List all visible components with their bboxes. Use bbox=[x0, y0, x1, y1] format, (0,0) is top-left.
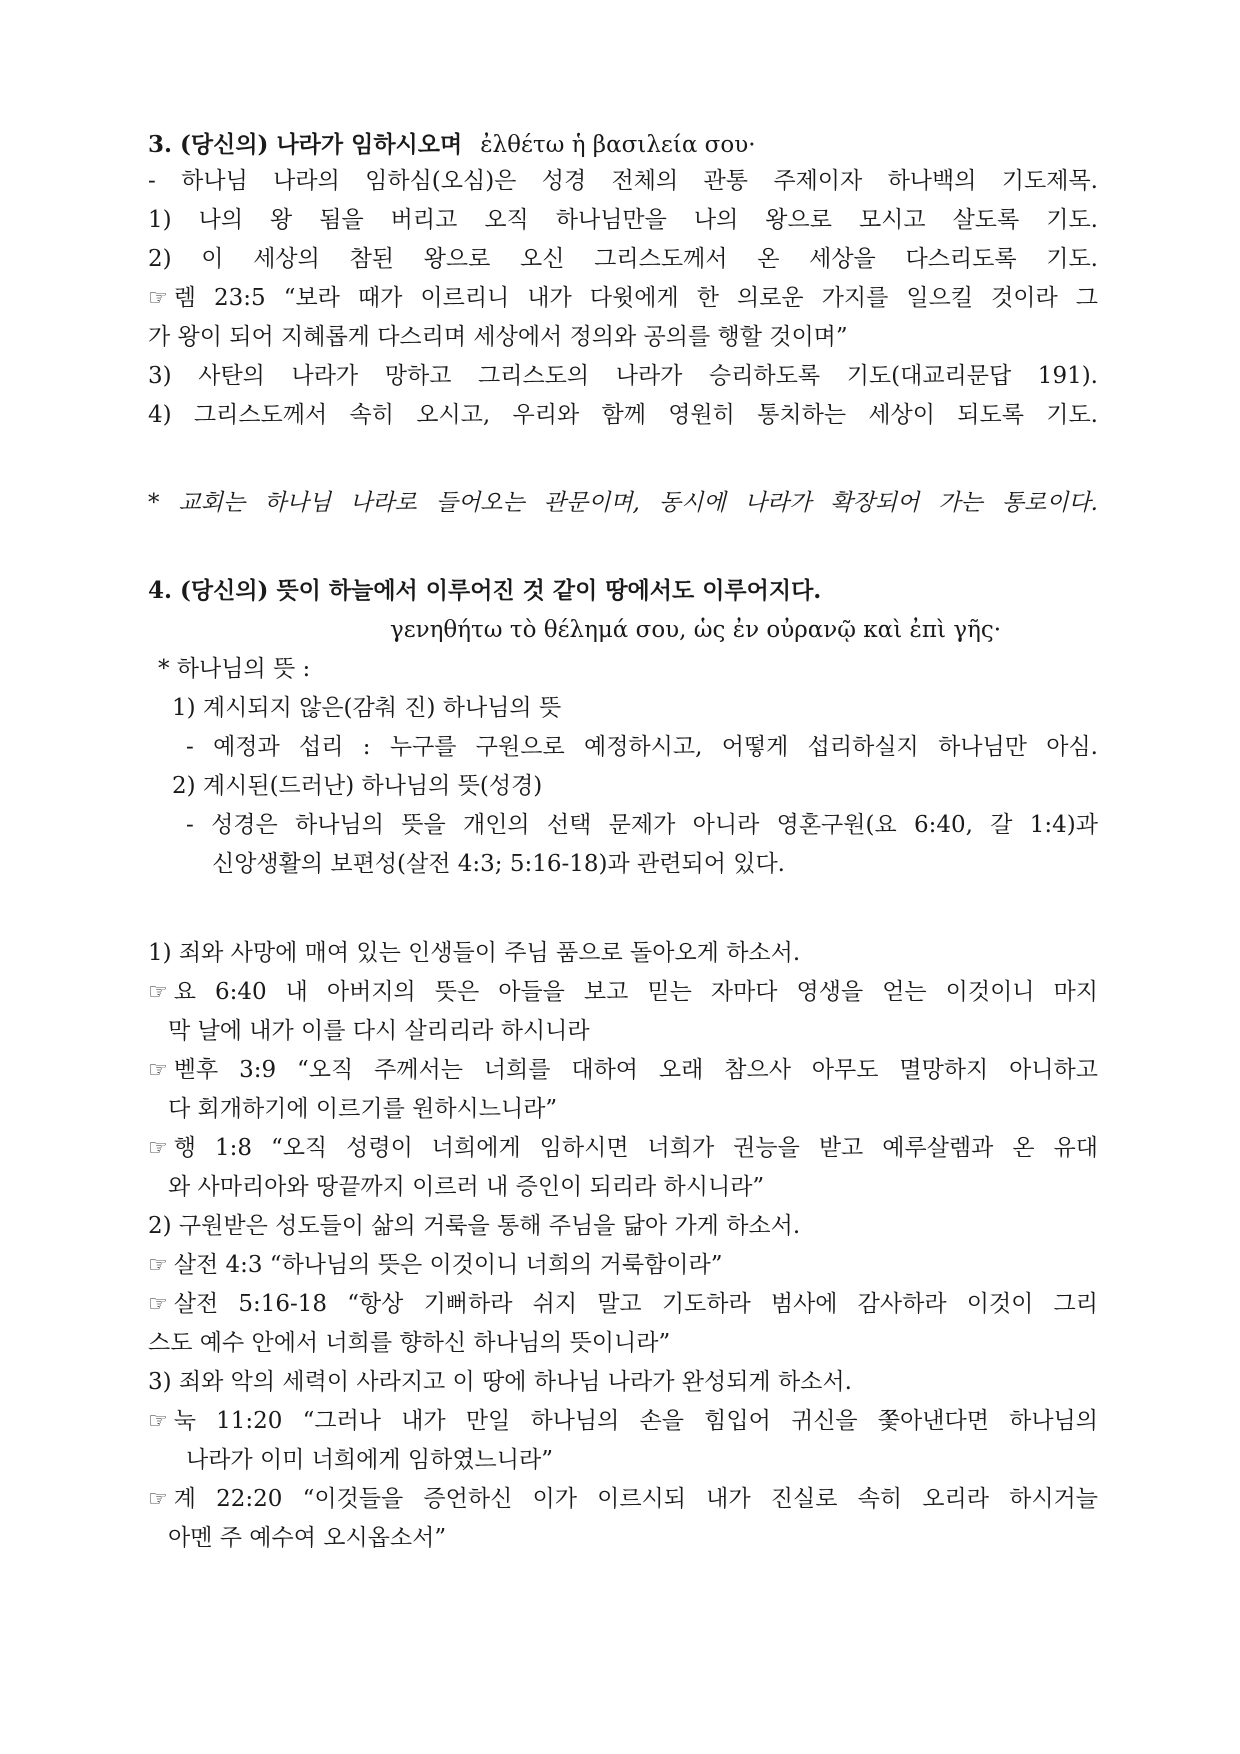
section-3-heading bbox=[148, 128, 1098, 162]
prayer-line: 2) 구원받은 성도들이 삶의 거룩을 통해 주님을 닮아 가게 하소서. bbox=[148, 1213, 801, 1239]
will-item: 신앙생활의 보편성(살전 4:3; 5:16-18)과 관련되어 있다. bbox=[212, 851, 785, 877]
prayer-line: 스도 예수 안에서 너희를 향하신 하나님의 뜻이니라” bbox=[148, 1330, 671, 1356]
section-3-quote: ☞ 렘 23:5 “보라 때가 이르리니 내가 다윗에게 한 의로운 가지를 일으킬 것이라 그 bbox=[148, 285, 1098, 311]
prayer-quote: ☞ 살전 5:16-18 “항상 기뻐하라 쉬지 말고 기도하라 범사에 감사하라 이것이 그리 bbox=[148, 1291, 1098, 1317]
prayer-quote: ☞ 요 6:40 내 아버지의 뜻은 아들을 보고 믿는 자마다 영생을 얻는 이것이니 마지 bbox=[148, 979, 1098, 1005]
section-3-line: 가 왕이 되어 지혜롭게 다스리며 세상에서 정의와 공의를 행할 것이며” bbox=[148, 324, 848, 350]
prayer-line: 나라가 이미 너희에게 임하였느니라” bbox=[186, 1447, 553, 1473]
pointing-hand-icon: ☞ bbox=[148, 1292, 168, 1317]
prayer-line: 1) 죄와 사망에 매여 있는 인생들이 주님 품으로 돌아오게 하소서. bbox=[148, 940, 801, 966]
section-3-line: 2) 이 세상의 참된 왕으로 오신 그리스도께서 온 세상을 다스리도록 기도. bbox=[148, 246, 1098, 272]
will-label: * 하나님의 뜻 : bbox=[158, 656, 311, 682]
pointing-hand-icon: ☞ bbox=[148, 1136, 168, 1161]
pointing-hand-icon: ☞ bbox=[148, 286, 168, 311]
section-3-line: 1) 나의 왕 됨을 버리고 오직 하나님만을 나의 왕으로 모시고 살도록 기도. bbox=[148, 207, 1098, 233]
section-3-line: 4) 그리스도께서 속히 오시고, 우리와 함께 영원히 통치하는 세상이 되도록 기도. bbox=[148, 402, 1098, 428]
prayer-quote: ☞ 계 22:20 “이것들을 증언하신 이가 이르시되 내가 진실로 속히 오리라 하시거늘 bbox=[148, 1486, 1098, 1512]
pointing-hand-icon: ☞ bbox=[148, 1253, 168, 1278]
section-3-line: - 하나님 나라의 임하심(오심)은 성경 전체의 관통 주제이자 하나백의 기도제목. bbox=[148, 168, 1098, 194]
prayer-line: 3) 죄와 악의 세력이 사라지고 이 땅에 하나님 나라가 완성되게 하소서. bbox=[148, 1369, 852, 1395]
section-4-greek: γενηθήτω τὸ θέλημά σου, ὡς ἐν οὐρανῷ καὶ ἐπὶ γῆς· bbox=[390, 617, 1002, 643]
prayer-quote: ☞ 벧후 3:9 “오직 주께서는 너희를 대하여 오래 참으사 아무도 멸망하지 아니하고 bbox=[148, 1057, 1098, 1083]
section-3-note: * 교회는 하나님 나라로 들어오는 관문이며, 동시에 나라가 확장되어 가는 통로이다. bbox=[148, 490, 1098, 516]
section-3-greek: ἐλθέτω ἡ βασιλεία σου· bbox=[480, 132, 756, 158]
pointing-hand-icon: ☞ bbox=[148, 1487, 168, 1512]
section-3-line: 3) 사탄의 나라가 망하고 그리스도의 나라가 승리하도록 기도(대교리문답 191). bbox=[148, 363, 1098, 389]
prayer-quote: ☞ 눅 11:20 “그러나 내가 만일 하나님의 손을 힘입어 귀신을 쫓아낸다면 하나님의 bbox=[148, 1408, 1098, 1434]
prayer-line: 아멘 주 예수여 오시옵소서” bbox=[168, 1525, 447, 1551]
will-item: - 예정과 섭리 : 누구를 구원으로 예정하시고, 어떻게 섭리하실지 하나님만 아심. bbox=[186, 734, 1098, 760]
pointing-hand-icon: ☞ bbox=[148, 1409, 168, 1434]
prayer-quote: ☞ 행 1:8 “오직 성령이 너희에게 임하시면 너희가 권능을 받고 예루살렘과 온 유대 bbox=[148, 1135, 1098, 1161]
will-item: 1) 계시되지 않은(감춰 진) 하나님의 뜻 bbox=[172, 695, 562, 721]
prayer-line: 다 회개하기에 이르기를 원하시느니라” bbox=[168, 1096, 558, 1122]
prayer-line: 와 사마리아와 땅끝까지 이르러 내 증인이 되리라 하시니라” bbox=[168, 1174, 765, 1200]
will-item: 2) 계시된(드러난) 하나님의 뜻(성경) bbox=[172, 773, 543, 799]
pointing-hand-icon: ☞ bbox=[148, 1058, 168, 1083]
prayer-quote: ☞ 살전 4:3 “하나님의 뜻은 이것이니 너희의 거룩함이라” bbox=[148, 1252, 723, 1278]
prayer-line: 막 날에 내가 이를 다시 살리리라 하시니라 bbox=[168, 1018, 590, 1044]
pointing-hand-icon: ☞ bbox=[148, 980, 168, 1005]
section-3-title: 3. (당신의) 나라가 임하시오며 bbox=[148, 131, 463, 158]
section-4-heading: 4. (당신의) 뜻이 하늘에서 이루어진 것 같이 땅에서도 이루어지다. bbox=[148, 577, 822, 604]
will-item: - 성경은 하나님의 뜻을 개인의 선택 문제가 아니라 영혼구원(요 6:40, 갈 1:4)과 bbox=[186, 812, 1098, 838]
